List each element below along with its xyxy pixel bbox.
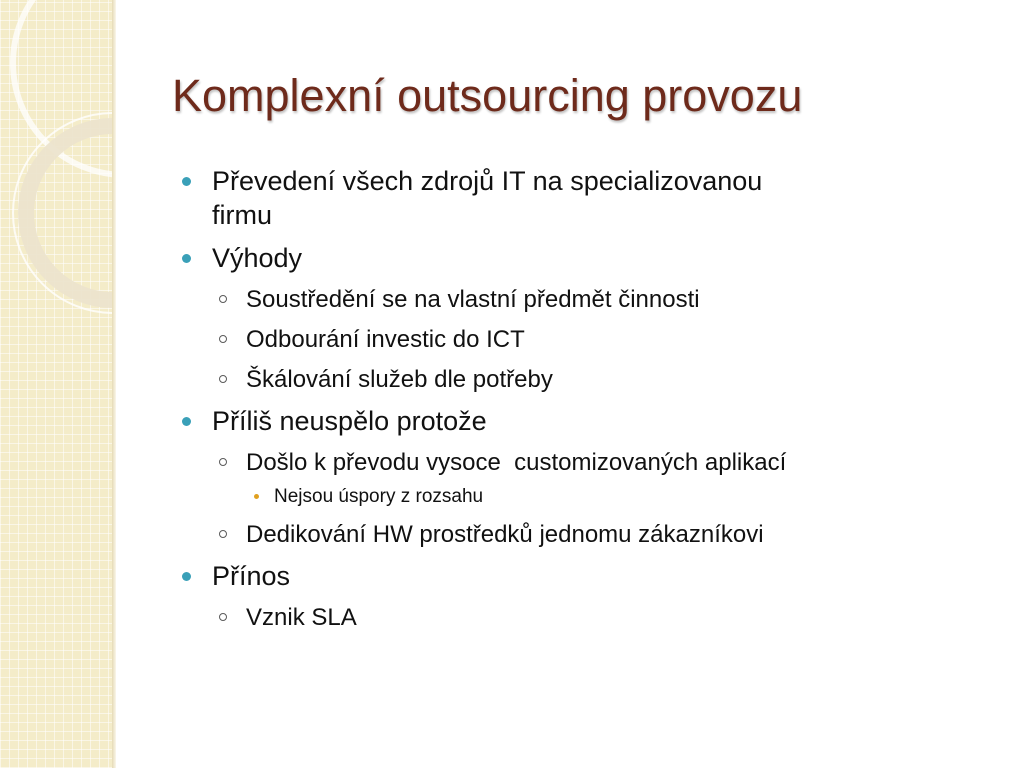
sub-bullet-text: Došlo k převodu vysoce customizovaných aplikací — [246, 449, 787, 476]
circle-bullet-icon — [219, 458, 227, 466]
sub-bullet-text: Škálování služeb dle potřeby — [246, 366, 553, 393]
bullet-item-level2 — [212, 365, 978, 395]
small-dot-bullet-icon — [254, 494, 259, 499]
sub-bullet-text: Soustředění se na vlastní předmět činnosti — [246, 286, 700, 313]
sub-sub-bullet-text: Nejsou úspory z rozsahu — [274, 486, 484, 507]
sub-bullet-list — [212, 448, 978, 550]
bullet-list — [178, 164, 978, 633]
bullet-dot-icon — [182, 177, 191, 186]
bullet-item-level3 — [246, 484, 978, 510]
bullet-dot-icon — [182, 417, 191, 426]
circle-bullet-icon — [219, 613, 227, 621]
bullet-text: Příliš neuspělo protože — [212, 406, 487, 436]
bullet-item-level2 — [212, 285, 978, 315]
sub-bullet-text: Dedikování HW prostředků jednomu zákazníkovi — [246, 521, 764, 548]
side-panel-edge — [112, 0, 116, 768]
slide-content — [178, 164, 978, 633]
decorative-ring-middle — [18, 118, 112, 308]
bullet-item-level2 — [212, 325, 978, 355]
circle-bullet-icon — [219, 375, 227, 383]
sub-sub-bullet-list — [246, 484, 978, 510]
circle-bullet-icon — [219, 530, 227, 538]
bullet-item-level2 — [212, 448, 978, 510]
decorative-side-panel — [0, 0, 112, 768]
sub-bullet-list — [212, 603, 978, 633]
bullet-item-level1 — [178, 559, 978, 633]
circle-bullet-icon — [219, 295, 227, 303]
bullet-item-level1 — [178, 404, 978, 550]
bullet-text: Převedení všech zdrojů IT na specializovanou firmu — [212, 166, 763, 230]
circle-bullet-icon — [219, 335, 227, 343]
bullet-dot-icon — [182, 572, 191, 581]
bullet-text: Výhody — [212, 243, 303, 273]
bullet-item-level1 — [178, 164, 978, 232]
bullet-item-level2 — [212, 520, 978, 550]
bullet-text: Přínos — [212, 561, 291, 591]
sub-bullet-text: Vznik SLA — [246, 604, 357, 631]
slide-title: Komplexní outsourcing provozu — [172, 70, 803, 121]
bullet-item-level1 — [178, 241, 978, 395]
sub-bullet-text: Odbourání investic do ICT — [246, 326, 525, 353]
bullet-item-level2 — [212, 603, 978, 633]
bullet-dot-icon — [182, 254, 191, 263]
sub-bullet-list — [212, 285, 978, 395]
